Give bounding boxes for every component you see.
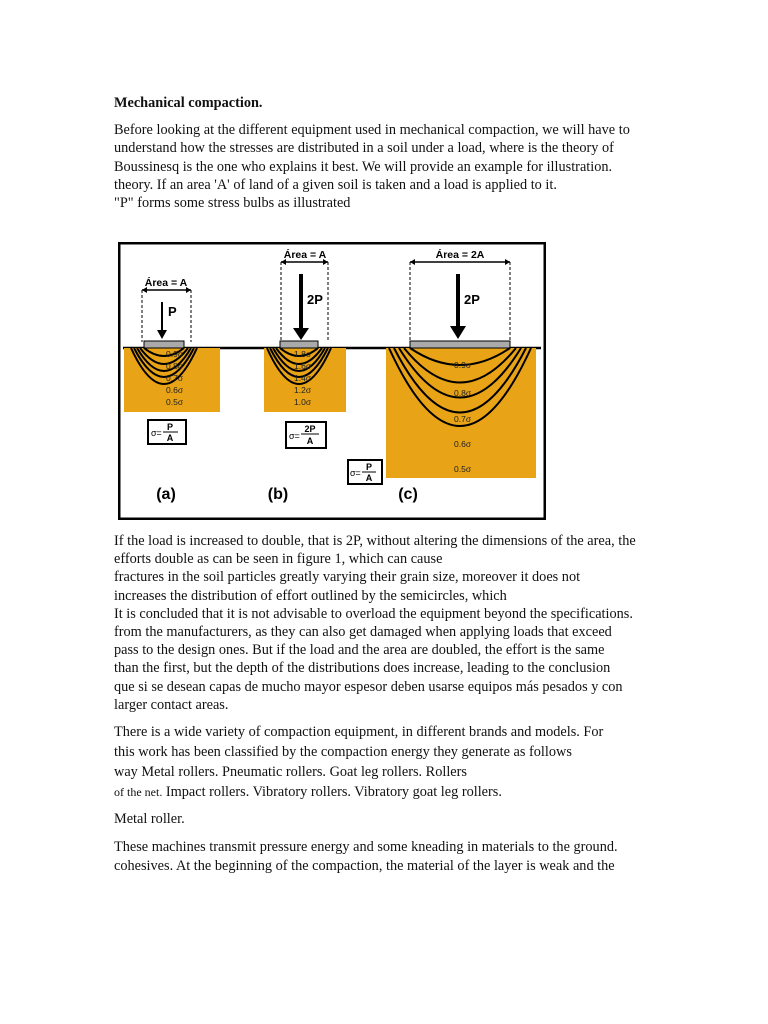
svg-text:A: A (365, 473, 373, 483)
footing-a (144, 341, 184, 348)
stress-label: 1.6σ (294, 361, 312, 371)
text-line: from the manufacturers, as they can also get damaged when applying loads that exceed (114, 624, 612, 641)
page-title: Mechanical compaction. (114, 95, 263, 111)
stress-label: 0.5σ (454, 464, 472, 474)
load-label-c: 2P (464, 292, 480, 307)
text-line: There is a wide variety of compaction equipment, in different brands and models. For (114, 724, 604, 740)
caption-a: (a) (156, 486, 176, 503)
stress-label: 0.7σ (166, 373, 184, 383)
text-line: larger contact areas. (114, 696, 229, 713)
text-line: of the net. Impact rollers. Vibratory rollers. Vibratory goat leg rollers. (114, 784, 502, 800)
stress-label: 0.8σ (166, 361, 184, 371)
stress-label: 1.0σ (294, 397, 312, 407)
text-line: These machines transmit pressure energy and some kneading in materials to the ground. (114, 839, 618, 855)
svg-text:σ=: σ= (350, 468, 361, 478)
stress-label: 0.6σ (454, 439, 472, 449)
text-line: If the load is increased to double, that is 2P, without altering the dimensions of the area, the (114, 533, 636, 549)
stress-label: 0.9σ (454, 360, 472, 370)
area-label-a: Área = A (144, 277, 188, 289)
text-line: way Metal rollers. Pneumatic rollers. Goat leg rollers. Rollers (114, 764, 467, 780)
load-discussion-paragraph (114, 532, 659, 714)
stress-label: 0.5σ (166, 397, 184, 407)
area-label-c: Área = 2A (435, 249, 485, 261)
load-label-a: P (168, 304, 177, 319)
text-line: than the first, but the depth of the distributions does increase, leading to the conclusion (114, 660, 611, 677)
caption-b: (b) (267, 486, 289, 503)
svg-text:2P: 2P (304, 424, 316, 434)
footing-b (280, 341, 318, 348)
text-line: Boussinesq is the one who explains it best. We will provide an example for illustration. (114, 158, 613, 175)
stress-label: 1.4σ (294, 373, 312, 383)
text-line: cohesives. At the beginning of the compaction, the material of the layer is weak and the (114, 858, 615, 874)
caption-c: (c) (398, 486, 418, 503)
area-label-b: Área = A (283, 249, 327, 261)
stress-bulb-figure (118, 242, 546, 520)
text-line: It is concluded that it is not advisable to overload the equipment beyond the specifications. (114, 605, 633, 622)
text-line: fractures in the soil particles greatly varying their grain size, moreover it does not (114, 569, 581, 586)
equipment-paragraph (114, 722, 659, 802)
stress-label: 0.9σ (166, 349, 184, 359)
stress-label: 1.2σ (294, 385, 312, 395)
text-line: "P" forms some stress bulbs as illustrated (114, 195, 351, 212)
subheading-metal-roller: Metal roller. (114, 811, 185, 827)
text-line: theory. If an area 'A' of land of a given soil is taken and a load is applied to it. (114, 176, 557, 193)
stress-label: 0.7σ (454, 414, 472, 424)
svg-text:P: P (166, 422, 174, 432)
svg-text:σ=: σ= (289, 431, 300, 441)
text-line: understand how the stresses are distributed in a soil under a load, where is the theory of (114, 140, 614, 157)
stress-label: 1.8σ (294, 349, 312, 359)
stress-label: 0.8σ (454, 388, 472, 398)
text-line: efforts double as can be seen in figure 1, which can cause (114, 551, 443, 568)
footing-c (410, 341, 510, 348)
text-line: pass to the design ones. But if the load and the area are doubled, the effort is the same (114, 642, 605, 659)
svg-text:P: P (365, 462, 373, 472)
text-line: Before looking at the different equipment used in mechanical compaction, we will have to (114, 122, 630, 139)
svg-text:A: A (166, 433, 174, 443)
intro-paragraph (114, 121, 659, 212)
text-line: increases the distribution of effort outlined by the semicircles, which (114, 587, 507, 604)
text-line: que si se desean capas de mucho mayor espesor deben usarse equipos más pesados y con (114, 678, 623, 695)
intro-section (114, 94, 659, 212)
svg-text:A: A (306, 436, 314, 446)
load-label-b: 2P (307, 292, 323, 307)
svg-text:σ=: σ= (151, 428, 162, 438)
text-line: this work has been classified by the compaction energy they generate as follows (114, 744, 572, 760)
stress-label: 0.6σ (166, 385, 184, 395)
metal-roller-paragraph (114, 838, 659, 876)
